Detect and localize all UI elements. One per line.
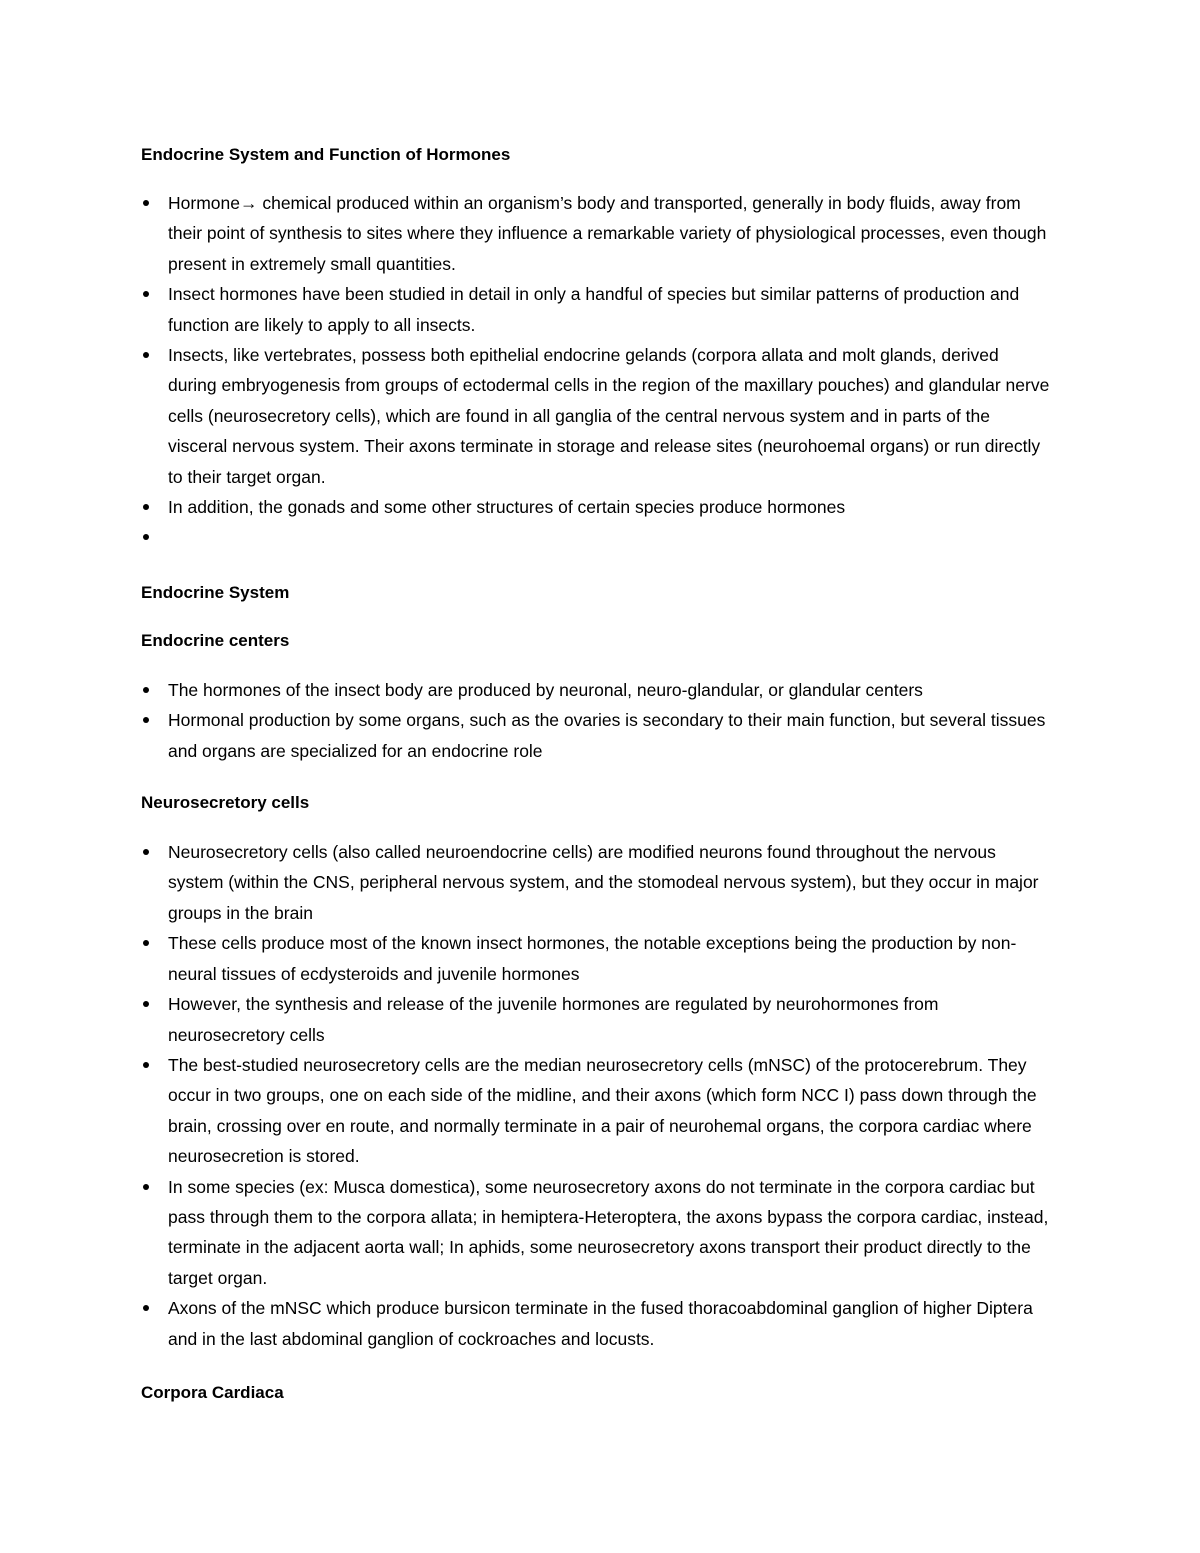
list-item: In some species (ex: Musca domestica), some neurosecretory axons do not terminate in the corpora cardiac but pass through them to the corpora allata; in hemiptera-Heteroptera, the axons bypass the corpora cardiac, instead, terminate in the adjacent aorta wall; In aphids, some neurosecretory axons transport their product directly to the target organ. bbox=[141, 1172, 1050, 1294]
section-heading-endocrine-system-and-function-of-hormones: Endocrine System and Function of Hormones bbox=[141, 145, 511, 164]
list-item: Insect hormones have been studied in detail in only a handful of species but similar patterns of production and function are likely to apply to all insects. bbox=[141, 279, 1050, 340]
list-item: Axons of the mNSC which produce bursicon terminate in the fused thoracoabdominal ganglion of higher Diptera and in the last abdominal ganglion of cockroaches and locusts. bbox=[141, 1293, 1050, 1354]
list-item: These cells produce most of the known insect hormones, the notable exceptions being the production by non-neural tissues of ecdysteroids and juvenile hormones bbox=[141, 928, 1050, 989]
bullet-list-neurosecretory-cells bbox=[141, 837, 1050, 1354]
section-heading-neurosecretory-cells: Neurosecretory cells bbox=[141, 793, 310, 813]
section-heading-endocrine-centers: Endocrine centers bbox=[141, 630, 290, 650]
section-heading-corpora-cardiaca: Corpora Cardiaca bbox=[141, 1382, 284, 1402]
empty-list-item bbox=[141, 522, 1050, 552]
list-item: In addition, the gonads and some other structures of certain species produce hormones bbox=[141, 492, 1050, 522]
section-heading-endocrine-system: Endocrine System bbox=[141, 582, 290, 602]
list-item: Neurosecretory cells (also called neuroendocrine cells) are modified neurons found throughout the nervous system (within the CNS, peripheral nervous system, and the stomodeal nervous system), but they occur in major groups in the brain bbox=[141, 837, 1050, 928]
list-item: The best-studied neurosecretory cells are the median neurosecretory cells (mNSC) of the protocerebrum. They occur in two groups, one on each side of the midline, and their axons (which form NCC I) pass down through the brain, crossing over en route, and normally terminate in a pair of neurohemal organs, the corpora cardiac where neurosecretion is stored. bbox=[141, 1050, 1050, 1172]
list-item: Insects, like vertebrates, possess both epithelial endocrine gelands (corpora allata and molt glands, derived during embryogenesis from groups of ectodermal cells in the region of the maxillary pouches) and glandular nerve cells (neurosecretory cells), which are found in all ganglia of the central nervous system and in parts of the visceral nervous system. Their axons terminate in storage and release sites (neurohoemal organs) or run directly to their target organ. bbox=[141, 340, 1050, 492]
list-item: The hormones of the insect body are produced by neuronal, neuro-glandular, or glandular centers bbox=[141, 675, 1050, 705]
list-item: Hormone→ chemical produced within an organism’s body and transported, generally in body fluids, away from their point of synthesis to sites where they influence a remarkable variety of physiological processes, even though present in extremely small quantities. bbox=[141, 188, 1050, 279]
bullet-list-endocrine-centers bbox=[141, 675, 1050, 766]
bullet-list-hormones bbox=[141, 188, 1050, 553]
list-item: Hormonal production by some organs, such as the ovaries is secondary to their main function, but several tissues and organs are specialized for an endocrine role bbox=[141, 705, 1050, 766]
list-item: However, the synthesis and release of the juvenile hormones are regulated by neurohormones from neurosecretory cells bbox=[141, 989, 1050, 1050]
